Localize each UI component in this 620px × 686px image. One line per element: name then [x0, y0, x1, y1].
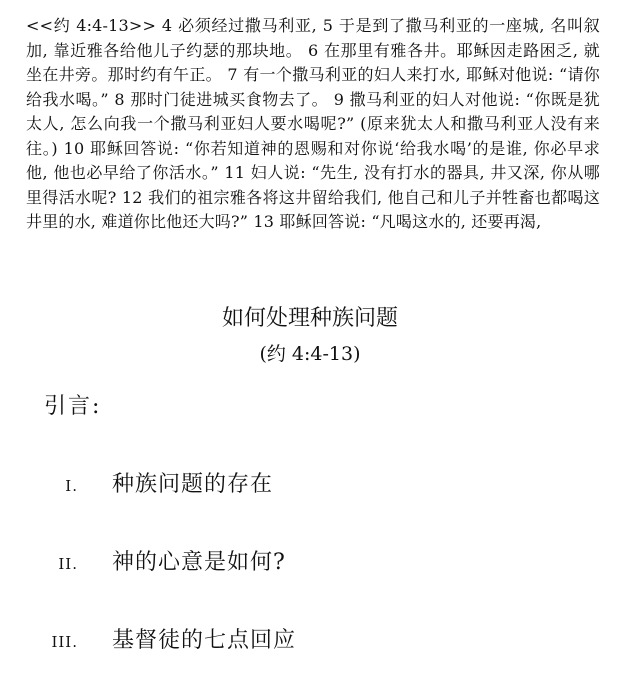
intro-label: 引言:	[44, 394, 102, 419]
outline-numeral: III.	[51, 633, 78, 651]
outline-label: 种族问题的存在	[112, 472, 274, 497]
outline-numeral: II.	[58, 555, 78, 573]
sermon-reference: (约 4:4-13)	[259, 343, 361, 365]
outline-label: 基督徒的七点回应	[112, 628, 297, 653]
outline-label: 神的心意是如何?	[112, 550, 286, 575]
outline-item	[0, 546, 620, 580]
outline-numeral: I.	[65, 477, 78, 495]
outline-item	[0, 624, 620, 658]
outline-item	[0, 468, 620, 502]
scripture-passage: <<约 4:4-13>> 4 必须经过撒马利亚, 5 于是到了撒马利亚的一座城, 名叫叙加, 靠近雅各给他儿子约瑟的那块地。 6 在那里有雅各井。耶稣因走路困乏, 就坐在井旁。那时约有午正。 7 有一个撒马利亚的妇人来打水, 耶稣对他说: “请你给我水喝。” 8 那时门徒进城买食物去了。 9 撒马利亚的妇人对他说: “你既是犹太人, 怎么向我一个撒马利亚妇人要水喝呢?” (原来犹太人和撒马利亚人没有来往。) 10 耶稣回答说: “你若知道神的恩赐和对你说‘给我水喝’的是谁, 你必早求他, 他也必早给了你活水。” 11 妇人说: “先生, 没有打水的器具, 井又深, 你从哪里得活水呢? 12 我们的祖宗雅各将这井留给我们, 他自己和儿子并牲畜也都喝这井里的水, 难道你比他还大吗?” 13 耶稣回答说: “凡喝这水的, 还要再渴,	[26, 16, 600, 231]
sermon-title: 如何处理种族问题	[221, 306, 398, 331]
